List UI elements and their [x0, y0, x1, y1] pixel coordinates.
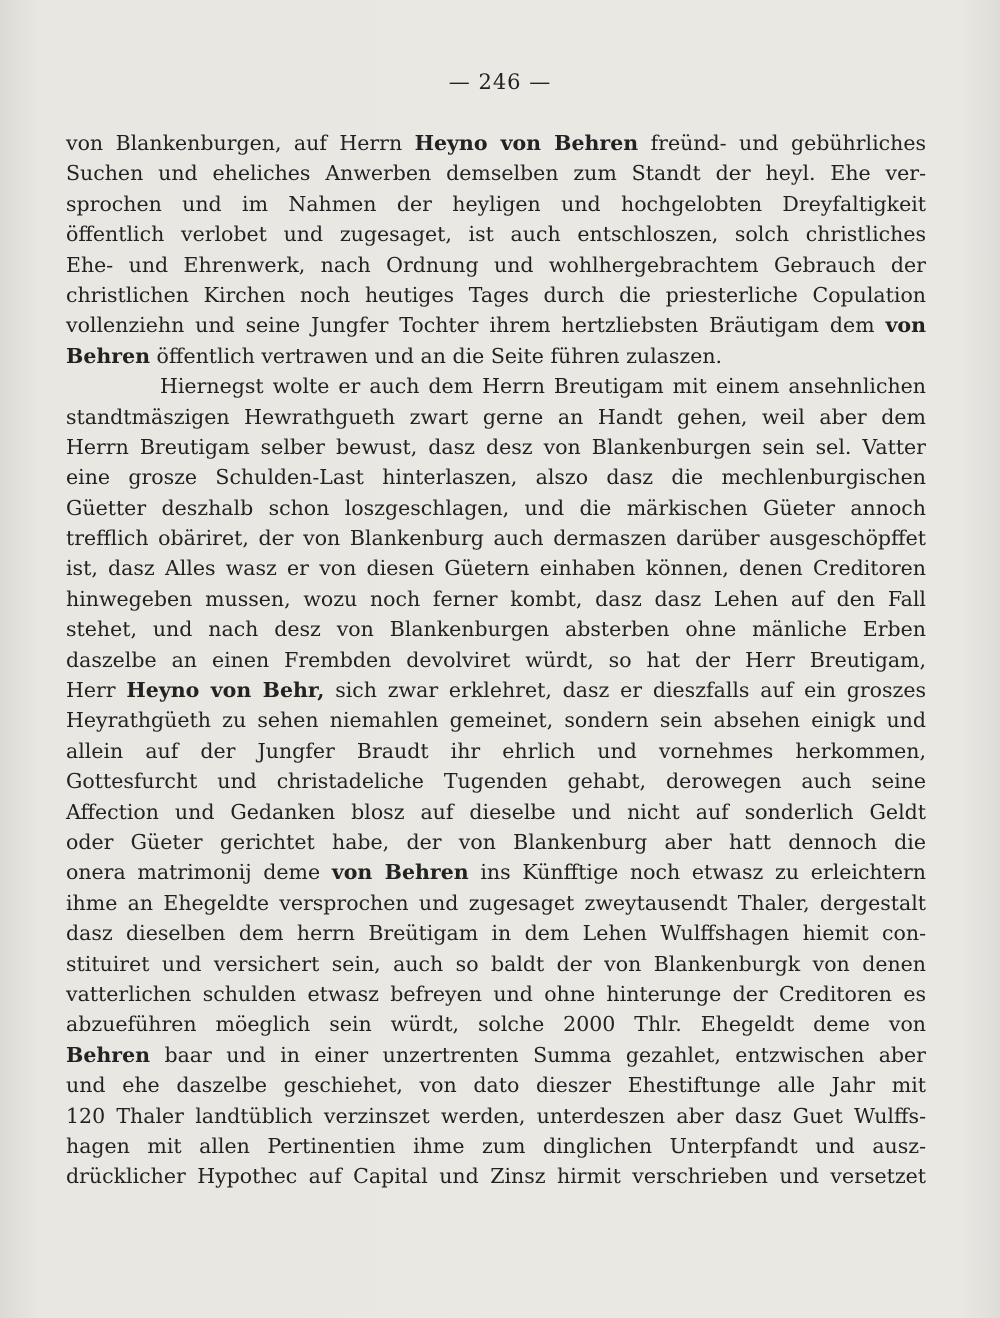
- text-run: ihme an Ehegeldte versprochen und zugesaget zweytausendt Thaler, dergestalt: [66, 890, 926, 915]
- text-line: [66, 158, 926, 188]
- text-run: ins Künfftige noch etwasz zu erleichtern: [468, 860, 926, 885]
- text-run: freünd- und gebührliches: [638, 131, 926, 155]
- text-line: [66, 341, 926, 371]
- text-line: [66, 250, 926, 280]
- text-line: [66, 827, 926, 857]
- text-line: [66, 614, 926, 644]
- text-run: Suchen und eheliches Anwerben demselben zum Standt der heyl. Ehe ver-: [66, 161, 926, 186]
- text-line: [66, 280, 926, 310]
- text-run: baar und in einer unzertrenten Summa gezahlet, entzwischen aber: [150, 1042, 926, 1067]
- text-run: vollenziehn und seine Jungfer Tochter ihrem hertzliebsten Bräutigam dem: [66, 313, 886, 338]
- text-run: vatterlichen schulden etwasz befreyen und ohne hinterunge der Creditoren es: [66, 981, 926, 1006]
- text-run: 120 Thaler landtüblich verzinszet werden, unterdeszen aber dasz Guet Wulffs-: [66, 1103, 926, 1128]
- text-line: [66, 705, 926, 735]
- text-run: eine grosze Schulden-Last hinterlaszen, alszo dasz die mechlenburgischen: [66, 465, 926, 490]
- text-run: standtmäszigen Hewrathgueth zwart gerne an Handt gehen, weil aber dem: [66, 404, 926, 429]
- text-line: [66, 219, 926, 249]
- text-run: Herrn Breutigam selber bewust, dasz desz von Blankenburgen sein sel. Vatter: [66, 434, 926, 459]
- text-run: onera matrimonij deme: [66, 860, 332, 885]
- text-line: [66, 979, 926, 1009]
- text-line: [66, 584, 926, 614]
- text-line: [66, 736, 926, 766]
- text-run: Heyrathgüeth zu sehen niemahlen gemeinet, sondern sein absehen einigk und: [66, 708, 926, 733]
- body-text: [66, 128, 926, 1192]
- text-line: [66, 402, 926, 432]
- text-line: [66, 462, 926, 492]
- text-run: trefflich obäriret, der von Blankenburg auch dermaszen darüber ausgeschöpffet: [66, 526, 926, 551]
- text-line: [66, 310, 926, 340]
- bold-name: von Behren: [331, 860, 469, 885]
- text-line: [66, 189, 926, 219]
- text-run: abzueführen möeglich sein würdt, solche 2000 Thlr. Ehegeldt deme von: [66, 1012, 926, 1037]
- text-line: [66, 949, 926, 979]
- text-line: [66, 675, 926, 705]
- text-run: Güetter deszhalb schon loszgeschlagen, und die märkischen Güeter annoch: [66, 495, 926, 520]
- text-run: daszelbe an einen Frembden devolviret würdt, so hat der Herr Breutigam,: [66, 647, 926, 672]
- text-run: stituiret und versichert sein, auch so baldt der von Blankenburgk von denen: [66, 951, 926, 976]
- text-run: Ehe- und Ehrenwerk, nach Ordnung und wohlhergebrachtem Gebrauch der: [66, 252, 926, 277]
- text-line: [66, 888, 926, 918]
- text-run: hagen mit allen Pertinentien ihme zum dinglichen Unterpfandt und ausz-: [66, 1133, 926, 1158]
- text-run: öffentlich verlobet und zugesaget, ist auch entschloszen, solch christliches: [66, 222, 926, 247]
- text-line: [66, 432, 926, 462]
- text-run: Herr: [66, 678, 127, 703]
- text-line: [66, 1101, 926, 1131]
- text-line: [66, 766, 926, 796]
- text-line: [66, 857, 926, 887]
- text-line: [66, 1131, 926, 1161]
- text-run: drücklicher Hypothec auf Capital und Zinsz hirmit verschrieben und versetzet: [66, 1164, 926, 1189]
- text-line: [66, 128, 926, 158]
- text-run: oder Güeter gerichtet habe, der von Blankenburg aber hatt dennoch die: [66, 829, 926, 854]
- text-run: sich zwar erklehret, dasz er dieszfalls auf ein groszes: [324, 678, 926, 703]
- bold-name: Heyno von Behren: [414, 131, 639, 155]
- text-run: allein auf der Jungfer Braudt ihr ehrlich und vornehmes herkommen,: [66, 738, 926, 763]
- text-run: von Blankenburgen, auf Herrn: [66, 131, 415, 155]
- text-line: [66, 371, 926, 401]
- text-line: [66, 918, 926, 948]
- bold-name: Heyno von Behr,: [126, 678, 325, 703]
- text-line: [66, 1040, 926, 1070]
- text-run: hinwegeben mussen, wozu noch ferner kombt, dasz dasz Lehen auf den Fall: [66, 586, 926, 611]
- text-run: Affection und Gedanken blosz auf dieselbe und nicht auf sonderlich Geldt: [66, 799, 926, 824]
- bold-name: Behren: [66, 1042, 151, 1067]
- text-run: dasz dieselben dem herrn Breütigam in dem Lehen Wulffshagen hiemit con-: [66, 921, 926, 946]
- text-line: [66, 797, 926, 827]
- text-run: christlichen Kirchen noch heutiges Tages durch die priesterliche Copulation: [66, 282, 926, 307]
- text-line: [66, 1009, 926, 1039]
- page-number: — 246 —: [448, 70, 552, 94]
- text-run: Hiernegst wolte er auch dem Herrn Breutigam mit einem ansehnlichen: [160, 374, 926, 399]
- text-run: öffentlich vertrawen und an die Seite führen zulaszen.: [150, 343, 723, 368]
- bold-name: von: [885, 313, 926, 338]
- text-run: ist, dasz Alles wasz er von diesen Güetern einhaben können, denen Creditoren: [66, 556, 926, 581]
- text-run: sprochen und im Nahmen der heyligen und hochgelobten Dreyfaltigkeit: [66, 191, 926, 216]
- text-line: [66, 523, 926, 553]
- text-line: [66, 1070, 926, 1100]
- text-run: und ehe daszelbe geschiehet, von dato dieszer Ehestiftunge alle Jahr mit: [66, 1073, 926, 1098]
- text-line: [66, 553, 926, 583]
- bold-name: Behren: [66, 343, 151, 368]
- text-line: [66, 1161, 926, 1191]
- text-line: [66, 493, 926, 523]
- text-run: Gottesfurcht und christadeliche Tugenden gehabt, derowegen auch seine: [66, 769, 926, 794]
- text-line: [66, 645, 926, 675]
- text-run: stehet, und nach desz von Blankenburgen absterben ohne mänliche Erben: [66, 617, 926, 642]
